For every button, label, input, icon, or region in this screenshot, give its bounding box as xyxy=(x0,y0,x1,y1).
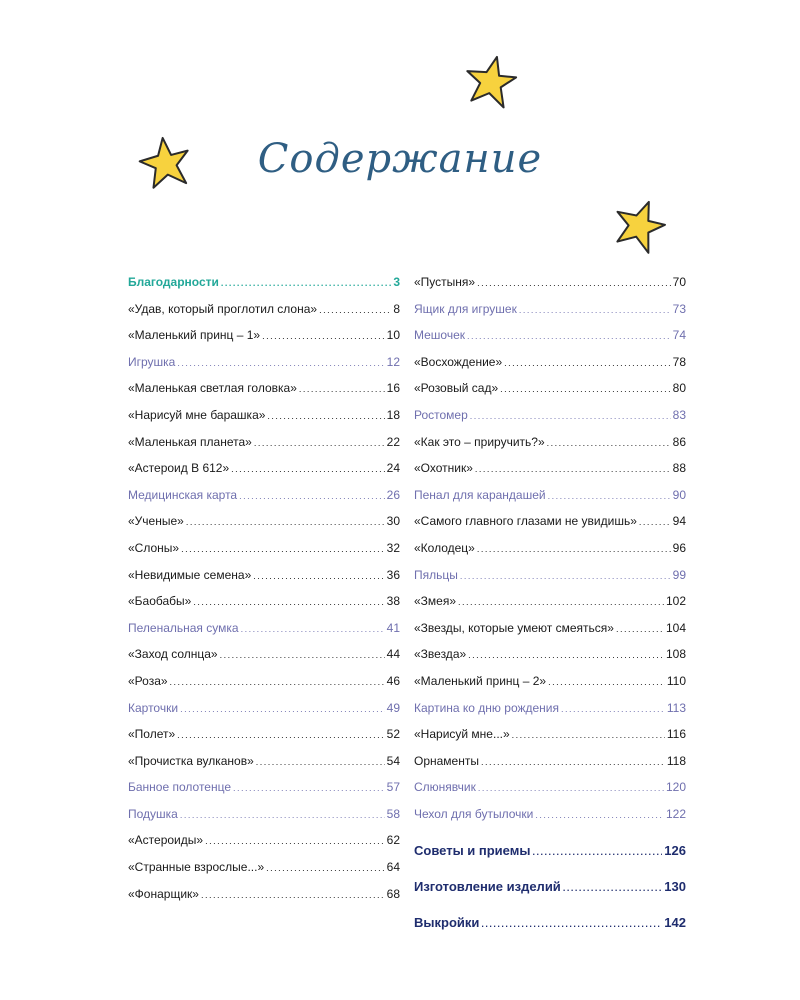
toc-entry-page: 3 xyxy=(393,275,400,289)
toc-entry-title: «Нарисуй мне барашка» xyxy=(128,407,266,422)
toc-entry-page: 116 xyxy=(666,727,686,742)
toc-entry-title: «Астероид В 612» xyxy=(128,461,230,476)
toc-entry-page: 64 xyxy=(386,860,400,875)
toc-entry[interactable] xyxy=(414,328,686,355)
toc-entry-title: «Баобабы» xyxy=(128,594,192,609)
toc-entry-page: 49 xyxy=(386,700,400,715)
toc-entry-title: Изготовление изделий xyxy=(414,879,561,895)
toc-entry-page: 120 xyxy=(665,780,686,795)
toc-entry-page: 104 xyxy=(665,620,686,635)
dot-leader xyxy=(477,544,671,554)
toc-entry-title: «Розовый сад» xyxy=(414,381,499,396)
dot-leader xyxy=(639,517,671,527)
toc-entry-page: 78 xyxy=(672,354,686,369)
toc-entry[interactable] xyxy=(128,302,400,329)
toc-entry[interactable] xyxy=(414,275,686,302)
toc-entry-title: «Звезда» xyxy=(414,647,467,662)
toc-entry-page: 24 xyxy=(386,461,400,476)
toc-entry[interactable] xyxy=(128,701,400,728)
star-icon-top xyxy=(462,52,518,110)
toc-entry-title: «Слоны» xyxy=(128,540,180,555)
dot-leader xyxy=(319,305,391,315)
toc-entry[interactable] xyxy=(414,381,686,408)
toc-entry-title: «Звезды, которые умеют смеяться» xyxy=(414,620,614,635)
toc-entry-title: Благодарности xyxy=(128,275,219,289)
dot-leader xyxy=(262,331,385,341)
dot-leader xyxy=(481,919,662,929)
toc-entry-title: Советы и приемы xyxy=(414,843,531,859)
toc-entry[interactable] xyxy=(414,754,686,781)
toc-entry-page: 108 xyxy=(665,647,686,662)
toc-entry-title: «Самого главного глазами не увидишь» xyxy=(414,514,637,529)
dot-leader xyxy=(547,438,671,448)
toc-entry-page: 99 xyxy=(672,567,686,582)
toc-entry[interactable] xyxy=(414,647,686,674)
toc-entry-title: «Маленькая планета» xyxy=(128,434,252,449)
dot-leader xyxy=(221,278,391,288)
toc-entry-title: «Полет» xyxy=(128,727,176,742)
toc-entry[interactable] xyxy=(128,833,400,860)
toc-entry-title: «Удав, который проглотил слона» xyxy=(128,301,318,316)
toc-entry-page: 16 xyxy=(386,381,400,396)
toc-entry-page: 90 xyxy=(672,487,686,502)
toc-entry-title: Выкройки xyxy=(414,915,480,931)
dot-leader xyxy=(519,305,671,315)
toc-entry-title: Пеленальная сумка xyxy=(128,620,239,635)
toc-entry[interactable] xyxy=(414,568,686,595)
star-icon-right xyxy=(610,196,668,258)
toc-entry-page: 94 xyxy=(672,514,686,529)
toc-entry-title: «Маленькая светлая головка» xyxy=(128,381,297,396)
page-title: Содержание xyxy=(257,136,543,182)
toc-entry-title: «Маленький принц – 1» xyxy=(128,328,261,343)
dot-leader xyxy=(468,650,664,660)
toc-entry[interactable] xyxy=(414,488,686,515)
dot-leader xyxy=(478,783,664,793)
dot-leader xyxy=(193,597,384,607)
dot-leader xyxy=(535,810,664,820)
toc-entry-page: 68 xyxy=(386,886,400,901)
toc-entry[interactable] xyxy=(414,915,686,951)
toc-entry-title: Мешочек xyxy=(414,328,466,343)
toc-entry-page: 88 xyxy=(672,461,686,476)
toc-entry-title: «Странные взрослые...» xyxy=(128,860,265,875)
dot-leader xyxy=(220,650,385,660)
toc-entry-title: Пенал для карандашей xyxy=(414,487,546,502)
dot-leader xyxy=(186,517,385,527)
toc-entry[interactable] xyxy=(414,879,686,915)
toc-entry-title: «Астероиды» xyxy=(128,833,204,848)
dot-leader xyxy=(481,757,665,767)
toc-entry[interactable] xyxy=(128,860,400,887)
toc-entry-title: Медицинская карта xyxy=(128,487,238,502)
toc-entry-page: 118 xyxy=(666,753,686,768)
toc-entry[interactable] xyxy=(414,541,686,568)
toc-entry-title: «Нарисуй мне...» xyxy=(414,727,510,742)
toc-entry-title: Ящик для игрушек xyxy=(414,301,517,316)
toc-entry-title: «Как это – приручить?» xyxy=(414,434,545,449)
toc-entry-page: 62 xyxy=(386,833,400,848)
toc-entry-title: «Маленький принц – 2» xyxy=(414,673,547,688)
toc-entry-page: 83 xyxy=(672,407,686,422)
dot-leader xyxy=(532,847,662,857)
toc-entry-title: «Фонарщик» xyxy=(128,886,199,901)
toc-entry[interactable] xyxy=(128,435,400,462)
toc-entry-title: «Пустыня» xyxy=(414,275,476,289)
toc-entry-page: 36 xyxy=(386,567,400,582)
toc-entry[interactable] xyxy=(128,647,400,674)
toc-entry-page: 113 xyxy=(666,700,686,715)
toc-entry[interactable] xyxy=(414,408,686,435)
toc-entry-page: 110 xyxy=(666,673,686,688)
toc-entry-title: «Колодец» xyxy=(414,540,475,555)
dot-leader xyxy=(177,358,384,368)
toc-entry[interactable] xyxy=(414,435,686,462)
dot-leader xyxy=(231,464,385,474)
toc-entry[interactable] xyxy=(128,594,400,621)
toc-entry-title: Карточки xyxy=(128,700,179,715)
toc-entry-page: 8 xyxy=(393,301,400,316)
dot-leader xyxy=(177,730,384,740)
toc-entry[interactable] xyxy=(414,674,686,701)
toc-entry[interactable] xyxy=(414,807,686,834)
dot-leader xyxy=(563,883,662,893)
toc-entry-page: 57 xyxy=(386,780,400,795)
toc-entry-page: 73 xyxy=(672,301,686,316)
dot-leader xyxy=(475,464,671,474)
toc-entry-title: «Невидимые семена» xyxy=(128,567,252,582)
dot-leader xyxy=(267,411,384,421)
toc-entry-title: Подушка xyxy=(128,806,178,821)
dot-leader xyxy=(548,677,665,687)
toc-entry-page: 52 xyxy=(386,727,400,742)
toc-entry[interactable] xyxy=(128,488,400,515)
dot-leader xyxy=(241,624,385,634)
toc-entry-page: 58 xyxy=(386,806,400,821)
toc-entry-title: «Заход солнца» xyxy=(128,647,218,662)
toc-entry[interactable] xyxy=(128,408,400,435)
dot-leader xyxy=(205,836,385,846)
dot-leader xyxy=(254,438,385,448)
toc-entry-title: «Роза» xyxy=(128,673,168,688)
toc-entry-title: «Змея» xyxy=(414,594,457,609)
dot-leader xyxy=(266,863,385,873)
toc-entry-page: 122 xyxy=(665,806,686,821)
dot-leader xyxy=(500,384,671,394)
dot-leader xyxy=(470,411,671,421)
dot-leader xyxy=(233,783,385,793)
toc-entry[interactable] xyxy=(128,275,400,302)
toc-entry[interactable] xyxy=(128,887,400,914)
toc-entry[interactable] xyxy=(414,701,686,728)
dot-leader xyxy=(561,704,665,714)
dot-leader xyxy=(504,358,671,368)
toc-right-column xyxy=(414,275,686,951)
toc-entry-title: Игрушка xyxy=(128,354,176,369)
toc-entry-title: Слюнявчик xyxy=(414,780,476,795)
dot-leader xyxy=(239,491,385,501)
toc-entry-page: 46 xyxy=(386,673,400,688)
toc-entry[interactable] xyxy=(128,727,400,754)
dot-leader xyxy=(477,278,671,288)
toc-entry-page: 30 xyxy=(386,514,400,529)
dot-leader xyxy=(256,757,385,767)
toc-entry-page: 18 xyxy=(386,407,400,422)
toc-entry-title: Пяльцы xyxy=(414,567,458,582)
toc-entry-page: 102 xyxy=(665,594,686,609)
toc-entry-page: 10 xyxy=(386,328,400,343)
toc-entry-title: «Прочистка вулканов» xyxy=(128,753,254,768)
toc-entry-page: 38 xyxy=(386,594,400,609)
toc-entry-page: 80 xyxy=(672,381,686,396)
toc-entry[interactable] xyxy=(128,514,400,541)
toc-entry[interactable] xyxy=(414,302,686,329)
toc-entry-title: «Восхождение» xyxy=(414,354,503,369)
toc-left-column xyxy=(128,275,400,913)
toc-entry[interactable] xyxy=(128,621,400,648)
toc-entry[interactable] xyxy=(128,355,400,382)
toc-entry-page: 142 xyxy=(664,915,686,931)
dot-leader xyxy=(201,890,385,900)
dot-leader xyxy=(180,810,385,820)
dot-leader xyxy=(181,544,385,554)
toc-entry-title: Чехол для бутылочки xyxy=(414,806,534,821)
toc-entry[interactable] xyxy=(128,780,400,807)
toc-entry[interactable] xyxy=(128,381,400,408)
toc-entry-page: 41 xyxy=(386,620,400,635)
toc-entry[interactable] xyxy=(128,674,400,701)
dot-leader xyxy=(253,571,384,581)
toc-entry[interactable] xyxy=(414,461,686,488)
dot-leader xyxy=(616,624,664,634)
toc-entry[interactable] xyxy=(414,594,686,621)
toc-entry[interactable] xyxy=(128,541,400,568)
toc-entry[interactable] xyxy=(414,514,686,541)
toc-entry[interactable] xyxy=(414,843,686,879)
dot-leader xyxy=(548,491,671,501)
toc-entry[interactable] xyxy=(128,807,400,834)
toc-entry[interactable] xyxy=(414,727,686,754)
toc-entry[interactable] xyxy=(128,328,400,355)
toc-entry-page: 130 xyxy=(664,879,686,895)
dot-leader xyxy=(460,571,671,581)
toc-entry-page: 12 xyxy=(386,354,400,369)
toc-entry[interactable] xyxy=(414,780,686,807)
toc-entry-title: Картина ко дню рождения xyxy=(414,700,560,715)
toc-entry-title: Орнаменты xyxy=(414,753,479,768)
dot-leader xyxy=(170,677,385,687)
toc-entry[interactable] xyxy=(414,621,686,648)
dot-leader xyxy=(512,730,665,740)
dot-leader xyxy=(458,597,664,607)
toc-entry-title: «Охотник» xyxy=(414,461,473,476)
toc-entry-page: 44 xyxy=(386,647,400,662)
toc-entry-page: 126 xyxy=(664,843,686,859)
toc-entry-page: 74 xyxy=(672,328,686,343)
toc-entry[interactable] xyxy=(128,461,400,488)
toc-entry[interactable] xyxy=(128,754,400,781)
toc-entry-title: Банное полотенце xyxy=(128,780,232,795)
toc-entry-title: «Ученые» xyxy=(128,514,184,529)
dot-leader xyxy=(467,331,671,341)
toc-entry-page: 26 xyxy=(386,487,400,502)
toc-entry-page: 22 xyxy=(386,434,400,449)
toc-entry[interactable] xyxy=(128,568,400,595)
toc-entry-page: 86 xyxy=(672,434,686,449)
toc-entry-page: 54 xyxy=(386,753,400,768)
toc-entry[interactable] xyxy=(414,355,686,382)
toc-entry-page: 32 xyxy=(386,540,400,555)
dot-leader xyxy=(180,704,385,714)
toc-entry-page: 96 xyxy=(672,540,686,555)
toc-entry-title: Ростомер xyxy=(414,407,468,422)
dot-leader xyxy=(299,384,385,394)
toc-entry-page: 70 xyxy=(672,275,686,289)
